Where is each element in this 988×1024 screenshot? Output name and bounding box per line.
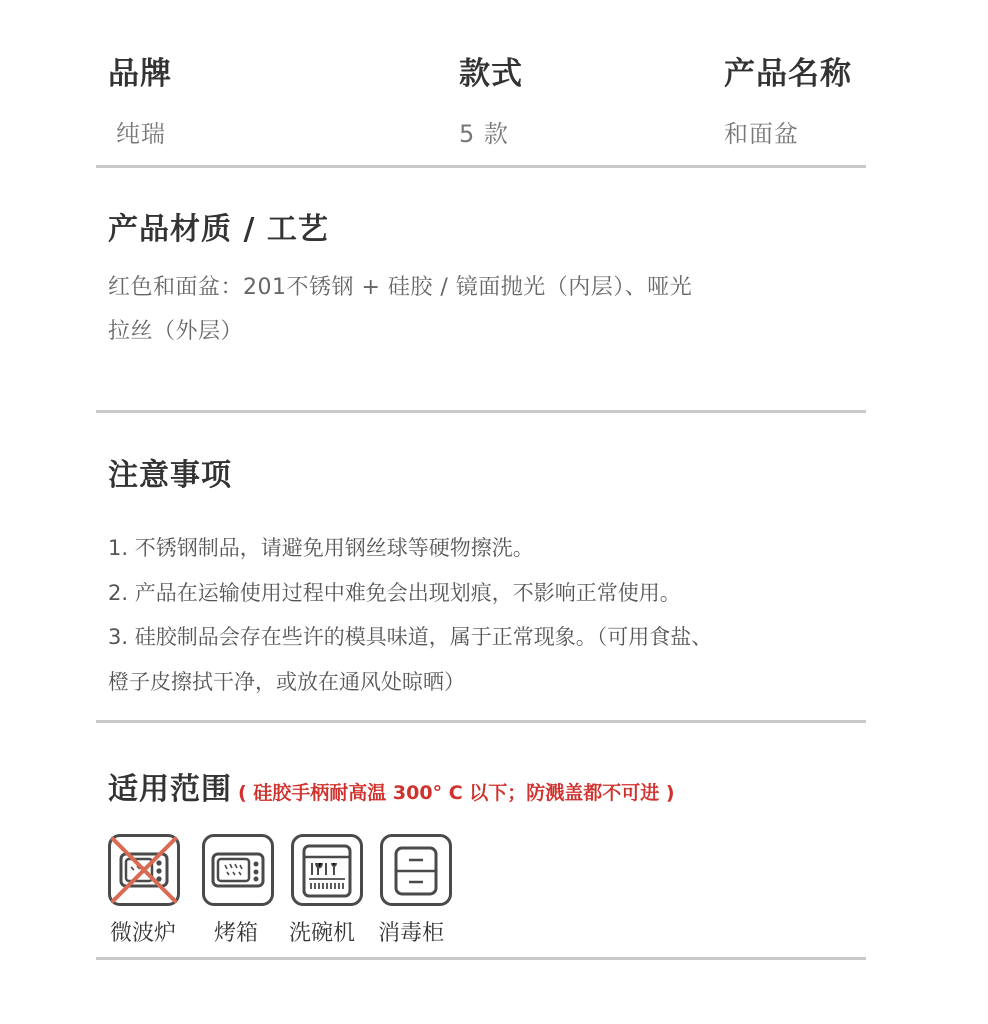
material-line-2: 拉丝（外层）	[108, 319, 244, 344]
material-description	[108, 266, 692, 354]
material-title: 产品材质 / 工艺	[108, 212, 329, 247]
usage-warning-note: ( 硅胶手柄耐高温 300° C 以下；防溅盖都不可进 )	[238, 782, 675, 804]
appliance-label-microwave: 微波炉	[110, 921, 177, 946]
note-item: 橙子皮擦拭干净，或放在通风处晾晒）	[108, 669, 465, 694]
oven-icon	[202, 834, 274, 906]
spec-value-product-name: 和面盆	[724, 120, 799, 148]
spec-header-brand: 品牌	[108, 56, 172, 92]
microwave-icon	[108, 834, 180, 906]
appliance-label-oven: 烤箱	[214, 921, 259, 946]
usage-heading	[108, 764, 675, 808]
notes-title: 注意事项	[108, 458, 232, 493]
divider	[96, 165, 866, 168]
divider	[96, 410, 866, 413]
appliance-label-dishwasher: 洗碗机	[289, 921, 356, 946]
material-line-1: 红色和面盆：201不锈钢 + 硅胶 / 镜面抛光（内层）、哑光	[108, 275, 693, 300]
appliance-label-sterilizer: 消毒柜	[378, 921, 445, 946]
spec-value-style: 5 款	[459, 120, 509, 148]
notes-list	[108, 526, 712, 704]
divider	[96, 720, 866, 723]
spec-header-style: 款式	[459, 56, 523, 92]
note-item: 3. 硅胶制品会存在些许的模具味道，属于正常现象。（可用食盐、	[108, 625, 713, 649]
note-item: 2. 产品在运输使用过程中难免会出现划痕，不影响正常使用。	[108, 580, 681, 605]
spec-value-brand: 纯瑞	[116, 120, 166, 148]
dishwasher-icon	[291, 834, 363, 906]
usage-title: 适用范围	[108, 772, 232, 807]
spec-header-product-name: 产品名称	[724, 56, 852, 92]
sterilizer-cabinet-icon	[380, 834, 452, 906]
divider	[96, 957, 866, 960]
note-item: 1. 不锈钢制品，请避免用钢丝球等硬物擦洗。	[108, 536, 534, 560]
